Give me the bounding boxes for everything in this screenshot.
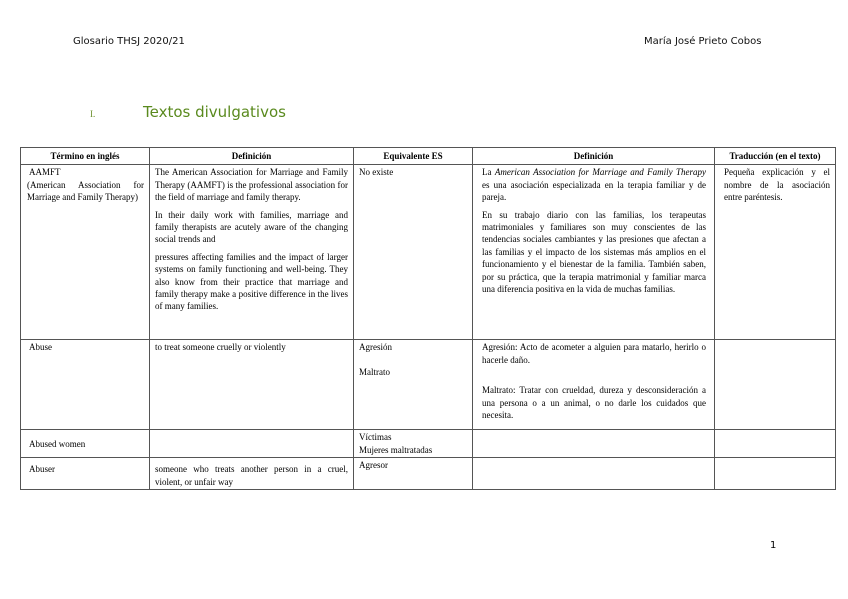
translation-cell (715, 165, 836, 340)
equivalent-text: Agresor (359, 460, 388, 471)
header-left: Glosario THSJ 2020/21 (73, 36, 185, 47)
equivalent-es-cell (354, 340, 473, 430)
col-header-definition-es: Definición (473, 148, 715, 165)
term-text: Abuse (29, 342, 52, 353)
translation-cell (715, 458, 836, 490)
definition-es-cell (473, 340, 715, 430)
col-header-translation: Traducción (en el texto) (715, 148, 836, 165)
equivalent-text: No existe (359, 167, 394, 178)
term-cell (21, 430, 150, 458)
section-number: I. (90, 109, 96, 119)
definition-es-text: es una asociación especializada en la terapia familiar y de pareja. (482, 179, 706, 203)
header-right: María José Prieto Cobos (644, 36, 762, 47)
table-row (21, 340, 836, 430)
term-subtext: (American Association for Marriage and Family Therapy) (27, 179, 144, 203)
term-cell (21, 165, 150, 340)
col-header-equivalent-es: Equivalente ES (354, 148, 473, 165)
equivalent-text: Maltrato (359, 366, 390, 377)
col-header-definition-en: Definición (150, 148, 354, 165)
definition-en-cell (150, 430, 354, 458)
table-header-row (21, 148, 836, 165)
definition-en-paragraph: The American Association for Marriage and Family Therapy (AAMFT) is the professional association for the field of marriage and family therapy. (155, 167, 348, 203)
definition-es-cell (473, 430, 715, 458)
definition-es-paragraph: Maltrato: Tratar con crueldad, dureza y desconsideración a una persona o a un animal, o no darle los cuidados que necesita. (482, 385, 706, 421)
equivalent-text: Mujeres maltratadas (359, 444, 433, 455)
definition-en-text: to treat someone cruelly or violently (155, 342, 286, 353)
translation-cell (715, 340, 836, 430)
term-cell (21, 458, 150, 490)
definition-en-text: someone who treats another person in a cruel, violent, or unfair way (155, 464, 348, 487)
definition-es-paragraph (482, 166, 706, 203)
glossary-table (20, 147, 836, 490)
definition-es-cell (473, 165, 715, 340)
page-number: 1 (770, 540, 777, 551)
equivalent-text: Agresión (359, 342, 392, 353)
definition-es-paragraph: En su trabajo diario con las familias, los terapeutas matrimoniales y familiares son muy conscientes de las tendencias sociales cambiantes y las presiones que afectan a las familias y el impacto de los sistemas más amplios en el funcionamiento y el bienestar de la familia. También saben, por su práctica, que la terapia matrimonial y familiar marca una diferencia positiva en la vida de muchas familias. (482, 209, 706, 295)
term-text: Abused women (29, 438, 86, 449)
definition-en-cell (150, 340, 354, 430)
definition-es-paragraph: Agresión: Acto de acometer a alguien para matarlo, herirlo o hacerle daño. (482, 342, 706, 365)
equivalent-text: Víctimas (359, 432, 392, 443)
term-text: AAMFT (29, 167, 61, 178)
section-title: Textos divulgativos (143, 103, 286, 121)
term-cell (21, 340, 150, 430)
definition-es-text: La (482, 167, 495, 178)
translation-text: Pequeña explicación y el nombre de la asociación entre paréntesis. (724, 167, 830, 203)
table-row (21, 165, 836, 340)
table-row (21, 430, 836, 458)
definition-en-paragraph: In their daily work with families, marriage and family therapists are acutely aware of the changing social trends and (155, 209, 348, 245)
definition-es-emphasis: American Association for Marriage and Family Therapy (494, 167, 706, 178)
term-text: Abuser (29, 464, 55, 475)
definition-en-paragraph: pressures affecting families and the impact of larger systems on family functioning and well-being. They also know from their practice that marriage and family therapy make a positive difference in the lives of many families. (155, 251, 348, 312)
definition-es-cell (473, 458, 715, 490)
table-row (21, 458, 836, 490)
col-header-term: Término en inglés (21, 148, 150, 165)
definition-en-cell (150, 458, 354, 490)
definition-en-cell (150, 165, 354, 340)
equivalent-es-cell (354, 430, 473, 458)
equivalent-es-cell (354, 165, 473, 340)
equivalent-es-cell (354, 458, 473, 490)
translation-cell (715, 430, 836, 458)
